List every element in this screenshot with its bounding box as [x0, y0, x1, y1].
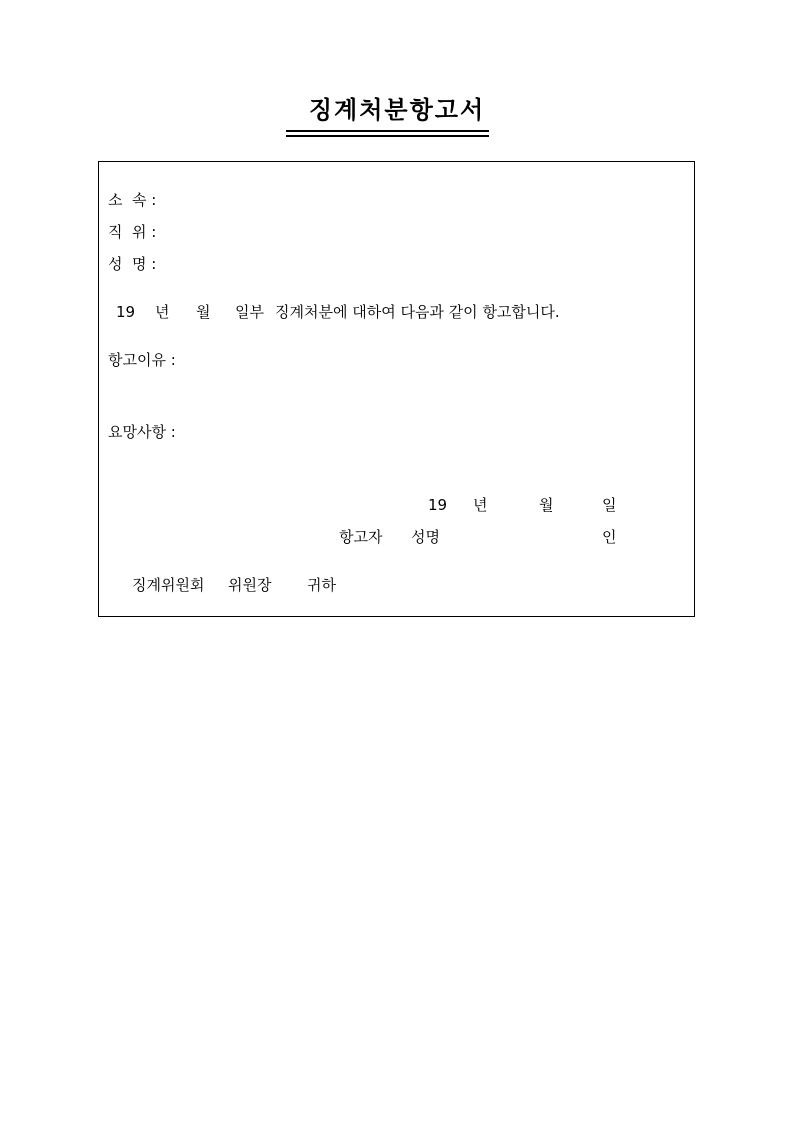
- form-box: [98, 161, 695, 617]
- statement-year-unit: 년: [155, 303, 170, 321]
- statement-text: 징계처분에 대하여 다음과 같이 항고합니다.: [275, 303, 560, 321]
- addressee-honorific: 귀하: [307, 576, 336, 594]
- addressee-chairman: 위원장: [228, 576, 272, 594]
- addressee-committee: 징계위원회: [132, 576, 205, 594]
- title-underline: [286, 130, 489, 132]
- title-underline-second: [286, 135, 489, 137]
- name-label: 성 명 :: [108, 255, 157, 273]
- reason-label: 항고이유 :: [108, 351, 176, 369]
- date-year-prefix: 19: [428, 496, 448, 514]
- date-month-unit: 월: [539, 496, 554, 514]
- statement-month-unit: 월: [196, 303, 211, 321]
- date-day-unit: 일: [602, 496, 617, 514]
- position-label: 직 위 :: [108, 223, 157, 241]
- document-title: 징계처분항고서: [308, 96, 486, 124]
- appellant-label: 항고자: [339, 528, 383, 546]
- statement-day-unit: 일부: [235, 303, 264, 321]
- signature-name-label: 성명: [411, 528, 440, 546]
- request-label: 요망사항 :: [108, 423, 176, 441]
- date-year-unit: 년: [473, 496, 488, 514]
- statement-year-prefix: 19: [116, 303, 136, 321]
- seal-label: 인: [602, 528, 617, 546]
- affiliation-label: 소 속 :: [108, 191, 157, 209]
